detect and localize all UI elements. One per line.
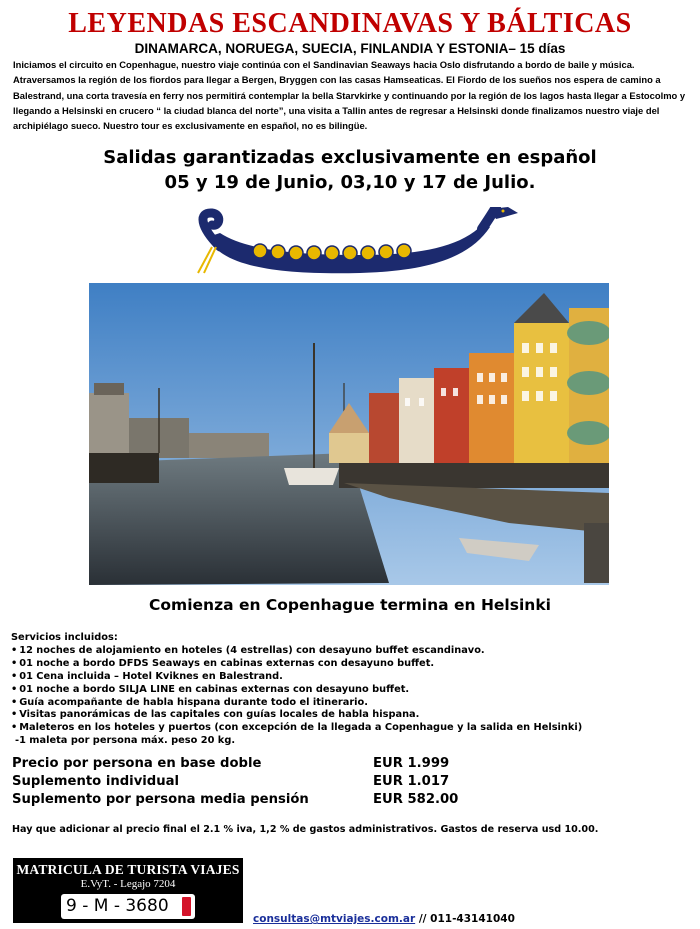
price-label: Suplemento por persona media pensión — [12, 792, 309, 807]
route-heading: Comienza en Copenhague termina en Helsinki — [149, 596, 551, 614]
badge-legajo: E.VyT. - Legajo 7204 — [80, 878, 176, 890]
price-value: EUR 1.017 — [373, 774, 450, 789]
list-item: • Maleteros en los hoteles y puertos (con excepción de la llegada a Copenhague y la salida en Helsinki) — [11, 722, 691, 735]
list-item: • 01 noche a bordo SILJA LINE en cabinas externas con desayuno buffet. — [11, 684, 691, 697]
departures-line-1: Salidas garantizadas exclusivamente en español — [103, 147, 597, 168]
license-plate-icon — [61, 894, 195, 919]
departures-block — [0, 145, 700, 195]
list-item: • 01 noche a bordo DFDS Seaways en cabinas externas con desayuno buffet. — [11, 658, 691, 671]
nyhavn-photo — [89, 283, 609, 585]
price-label: Precio por persona en base doble — [12, 756, 262, 771]
intro-paragraph: Iniciamos el circuito en Copenhague, nuestro viaje continúa con el Sandinavian Seaways hacia Oslo disfrutando a bordo de baile y música. Atraversamos la región de los fiordos para llegar a Bergen, Bryggen con las casas Hamseaticas. El Fiordo de los sueños nos espera de camino a Balestrand, una corta travesía en ferry nos permitirá contemplar la bella Starvkirke y continuando por la región de los lagos hasta llegar a Estocolmo y llegando a Helsinski en crucero “ la ciudad blanca del norte”, una visita a Tallin antes de regresar a Helsinski donde finalizamos nuestro viaje del archipiélago sueco. Nuestro tour es exclusivamente en español, no es bilingüe. — [13, 59, 686, 132]
list-item: • 01 Cena incluida – Hotel Kviknes en Balestrand. — [11, 671, 691, 684]
email-link[interactable]: consultas@mtviajes.com.ar — [253, 913, 416, 925]
price-row — [12, 774, 512, 792]
phone-number: 011-43141040 — [430, 913, 515, 925]
viking-ship-icon — [190, 207, 520, 277]
price-row — [12, 792, 512, 810]
page-subtitle: DINAMARCA, NORUEGA, SUECIA, FINLANDIA Y ESTONIA– 15 días — [134, 41, 566, 56]
services-list — [11, 645, 691, 735]
price-value: EUR 582.00 — [373, 792, 459, 807]
departures-line-2: 05 y 19 de Junio, 03,10 y 17 de Julio. — [164, 172, 536, 193]
services-section — [11, 632, 691, 748]
price-label: Suplemento individual — [12, 774, 180, 789]
tax-note: Hay que adicionar al precio final el 2.1 % iva, 1,2 % de gastos administrativos. Gastos de reserva usd 10.00. — [12, 824, 599, 835]
badge-title: MATRICULA DE TURISTA VIAJES — [16, 862, 240, 877]
list-item: • 12 noches de alojamiento en hoteles (4 estrellas) con desayuno buffet escandinavo. — [11, 645, 691, 658]
agency-registration-badge — [13, 858, 243, 923]
price-value: EUR 1.999 — [373, 756, 450, 771]
plate-flag — [182, 897, 191, 916]
list-item: • Guía acompañante de habla hispana durante todo el itinerario. — [11, 697, 691, 710]
price-row — [12, 756, 512, 774]
contact-line — [253, 913, 515, 925]
page-title: LEYENDAS ESCANDINAVAS Y BÁLTICAS — [68, 8, 632, 39]
plate-number: 9 - M - 3680 — [66, 896, 169, 916]
list-item: • Visitas panorámicas de las capitales con guías locales de habla hispana. — [11, 709, 691, 722]
services-heading: Servicios incluidos: — [11, 632, 118, 643]
luggage-note: -1 maleta por persona máx. peso 20 kg. — [15, 735, 236, 747]
price-table — [12, 756, 512, 810]
contact-separator: // — [415, 913, 431, 925]
